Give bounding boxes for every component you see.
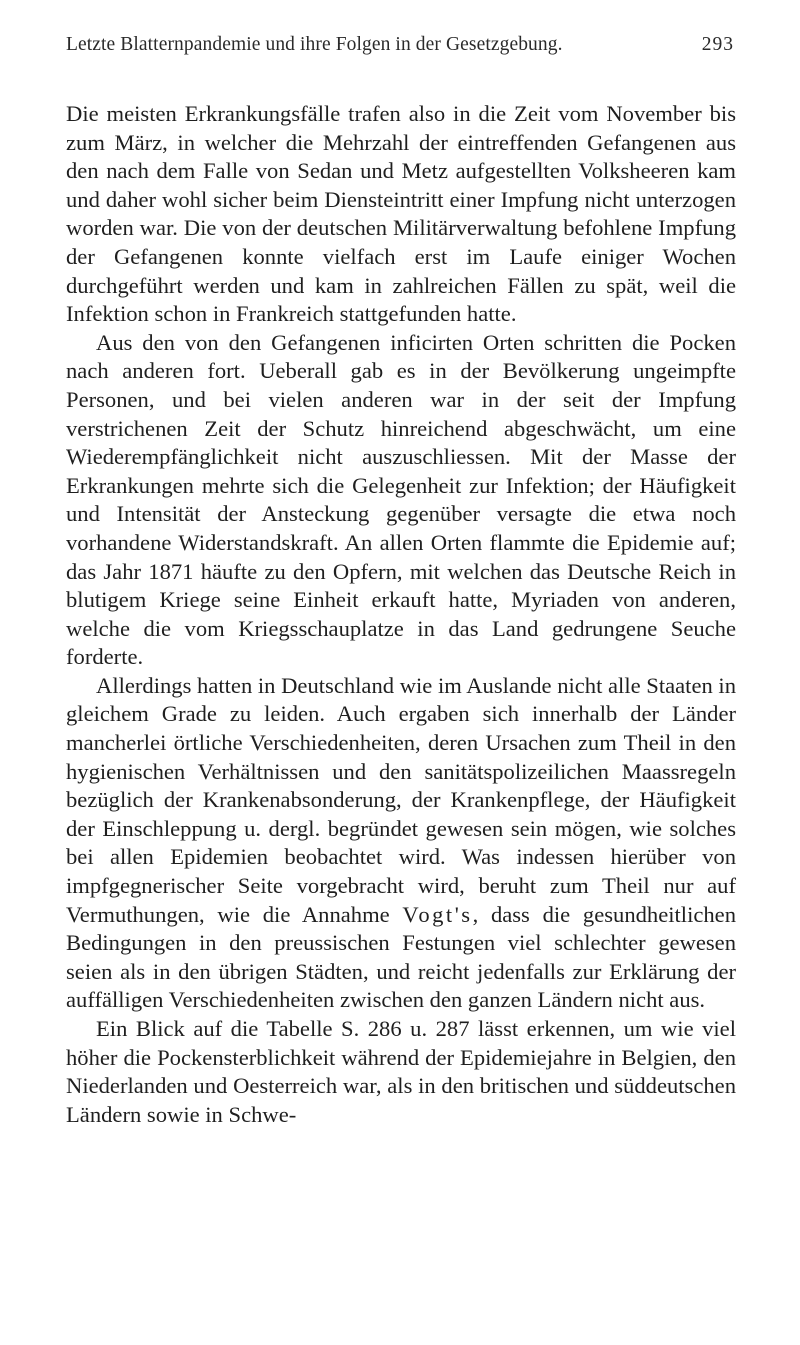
book-page	[66, 30, 736, 1129]
running-header	[66, 30, 736, 60]
paragraph-3-part-1: Allerdings hatten in Deutschland wie im Auslande nicht alle Staaten in gleichem Grade zu leiden. Auch ergaben sich innerhalb der Länder mancherlei örtliche Verschiedenheiten, deren Ursachen zum Theil in den hygienischen Verhältnissen und den sanitätspolizeilichen Maassregeln bezüglich der Krankenabsonderung, der Krankenpflege, der Häufigkeit der Einschleppung u. dergl. begründet gewesen sein mögen, wie solches bei allen Epidemien beobachtet wird. Was indessen hierüber von impfgegnerischer Seite vorgebracht wird, beruht zum Theil nur auf Vermuthungen, wie die Annahme	[66, 672, 737, 927]
paragraph-3	[66, 672, 736, 1015]
page-number: 293	[701, 34, 734, 55]
running-title: Letzte Blatternpandemie und ihre Folgen in der Gesetzgebung.	[66, 34, 563, 55]
paragraph-1: Die meisten Erkrankungsfälle trafen also in die Zeit vom November bis zum März, in welcher die Mehrzahl der eintreffenden Gefangenen aus den nach dem Falle von Sedan und Metz aufgestellten Volksheeren kam und daher wohl sicher beim Diensteintritt einer Impfung nicht unterzogen worden war. Die von der deutschen Militärverwaltung befohlene Impfung der Gefangenen konnte vielfach erst im Laufe einiger Wochen durchgeführt werden und kam in zahlreichen Fällen zu spät, weil die Infektion schon in Frankreich stattgefunden hatte.	[66, 101, 736, 327]
paragraph-4: Ein Blick auf die Tabelle S. 286 u. 287 lässt erkennen, um wie viel höher die Pockensterblichkeit während der Epidemiejahre in Belgien, den Niederlanden und Oesterreich war, als in den britischen und süddeutschen Ländern sowie in Schwe-	[66, 1016, 736, 1127]
paragraph-3-part-2: , dass die gesundheitlichen Bedingungen in den preussischen Festungen viel schlechter gewesen seien als in den übrigen Städten, und reicht jedenfalls zur Erklärung der auffälligen Verschiedenheiten zwischen den ganzen Ländern nicht aus.	[66, 901, 737, 1013]
paragraph-2: Aus den von den Gefangenen inficirten Orten schritten die Pocken nach anderen fort. Ueberall gab es in der Bevölkerung ungeimpfte Personen, und bei vielen anderen war in der seit der Impfung verstrichenen Zeit der Schutz hinreichend abgeschwächt, um eine Wiederempfänglichkeit nicht auszuschliessen. Mit der Masse der Erkrankungen mehrte sich die Gelegenheit zur Infektion; der Häufigkeit und Intensität der Ansteckung gegenüber versagte die etwa noch vorhandene Widerstandskraft. An allen Orten flammte die Epidemie auf; das Jahr 1871 häufte zu den Opfern, mit welchen das Deutsche Reich in blutigem Kriege seine Einheit erkauft hatte, Myriaden von anderen, welche die vom Kriegsschauplatze in das Land gedrungene Seuche forderte.	[66, 329, 736, 670]
author-name-vogt: Vogt's	[402, 901, 473, 927]
body-text	[66, 100, 736, 1129]
